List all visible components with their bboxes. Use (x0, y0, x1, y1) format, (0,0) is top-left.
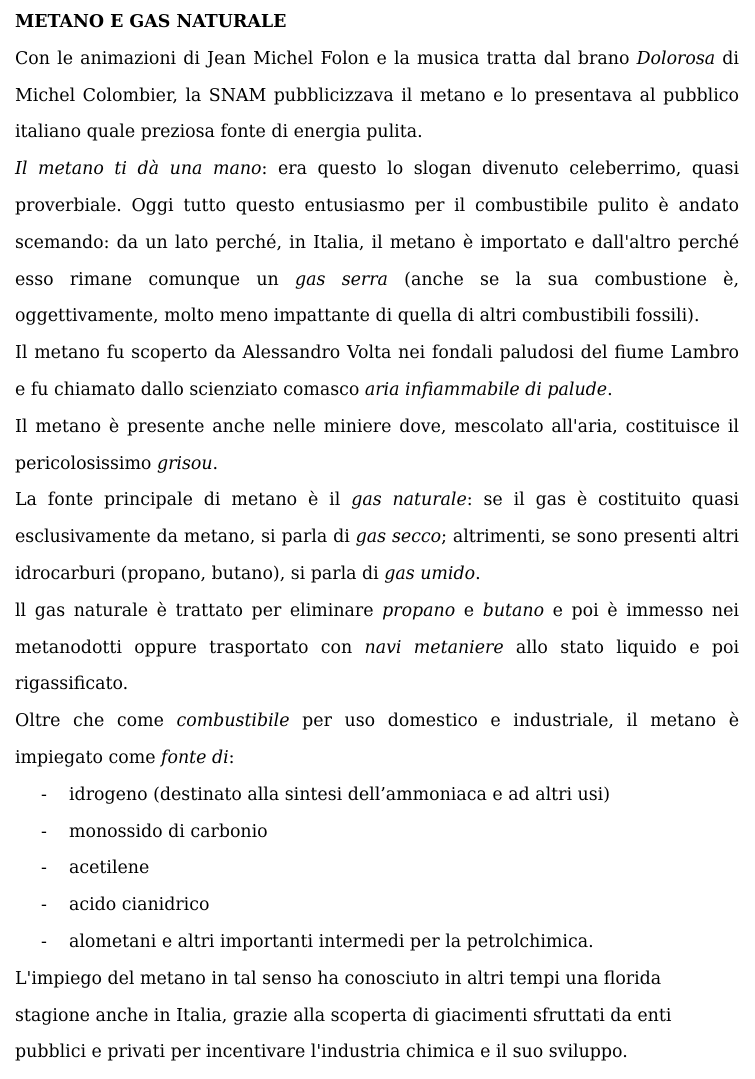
italic-run: propano (382, 600, 456, 621)
text-run: : se il gas è costituito quasi esclusivamente da metano, si parla di (15, 490, 739, 548)
paragraph-conclusione: L'impiego del metano in tal senso ha conosciuto in altri tempi una florida stagione anche in Italia, grazie alla scoperta di giacimenti sfruttati da enti pubblici e privati per incentivare l'industria chimica e il suo sviluppo. (15, 968, 672, 1063)
text-run: Il metano fu scoperto da Alessandro Volta nei fondali paludosi del fiume Lambro e fu chiamato dallo scienziato comasco (15, 343, 739, 400)
paragraph-impieghi (15, 703, 739, 777)
text-run: allo stato liquido e poi rigassificato. (15, 637, 740, 695)
paragraph-folon (15, 41, 739, 151)
text-run: ll gas naturale è trattato per eliminare (15, 600, 383, 621)
list-item-text: idrogeno (destinato alla sintesi dell’ammoniaca e ad altri usi) (69, 784, 611, 805)
text-run: . (212, 453, 219, 474)
text-run: . (475, 563, 481, 584)
text-run: Il metano è presente anche nelle miniere dove, mescolato all'aria, costituisce il pericolosissimo (15, 416, 739, 474)
italic-run: butano (482, 600, 545, 621)
list-item-text: monossido di carbonio (69, 821, 268, 842)
text-run: di Michel Colombier, la SNAM pubblicizzava il metano e lo presentava al pubblico italiano quale preziosa fonte di energia pulita. (15, 48, 739, 143)
list-dash: - (41, 858, 47, 879)
paragraph-volta (15, 335, 739, 409)
text-run: ; altrimenti, se sono presenti altri idrocarburi (propano, butano), si parla di (15, 527, 739, 584)
list-dash: - (41, 895, 47, 916)
text-run: . (607, 379, 613, 400)
document-title: METANO E GAS NATURALE (15, 12, 287, 32)
italic-run: navi metaniere (364, 637, 504, 658)
list-item-text: alometani e altri importanti intermedi per la petrolchimica. (69, 931, 594, 952)
italic-run: combustibile (176, 711, 290, 732)
paragraph-trattamento (15, 593, 739, 703)
paragraph-grisou (15, 409, 739, 483)
text-run: : (228, 747, 235, 768)
list-item-text: acetilene (69, 858, 150, 879)
italic-run: aria infiammabile di palude (364, 379, 608, 400)
italic-run: grisou (156, 453, 213, 474)
text-run: Con le animazioni di Jean Michel Folon e la musica tratta dal brano (15, 48, 637, 69)
text-run: e poi è immesso nei metanodotti oppure trasportato con (15, 600, 739, 658)
list-dash: - (41, 931, 47, 952)
list-item (15, 814, 739, 851)
list-item (15, 850, 739, 887)
list-dash: - (41, 821, 47, 842)
text-run: e (455, 600, 483, 621)
italic-run: gas umido (384, 563, 476, 584)
italic-run: fonte di (161, 747, 229, 768)
text-run: La fonte principale di metano è il (15, 490, 352, 511)
list-item (15, 777, 739, 814)
list-item (15, 924, 739, 961)
uses-list (15, 777, 739, 961)
text-run: (anche se la sua combustione è, oggettivamente, molto meno impattante di quella di altri combustibili fossili). (15, 269, 740, 327)
list-item-text: acido cianidrico (69, 895, 210, 916)
italic-run: gas serra (295, 269, 388, 290)
text-run: per uso domestico e industriale, il metano è impiegato come (15, 711, 739, 768)
italic-run: Dolorosa (636, 48, 716, 69)
italic-run: gas naturale (351, 490, 467, 511)
list-dash: - (41, 784, 47, 805)
paragraph-gas-naturale (15, 482, 739, 592)
text-run: : era questo lo slogan divenuto celeberrimo, quasi proverbiale. Oggi tutto questo entusiasmo per il combustibile pulito è andato scemando: da un lato perché, in Italia, il metano è importato e dall'altro perché esso rimane comunque un (15, 159, 740, 290)
text-run: Oltre che come (15, 711, 177, 732)
paragraph-slogan (15, 151, 739, 335)
italic-run: gas secco (355, 527, 442, 548)
italic-run: Il metano ti dà una mano (15, 159, 262, 180)
list-item (15, 887, 739, 924)
document-page (15, 4, 739, 1071)
